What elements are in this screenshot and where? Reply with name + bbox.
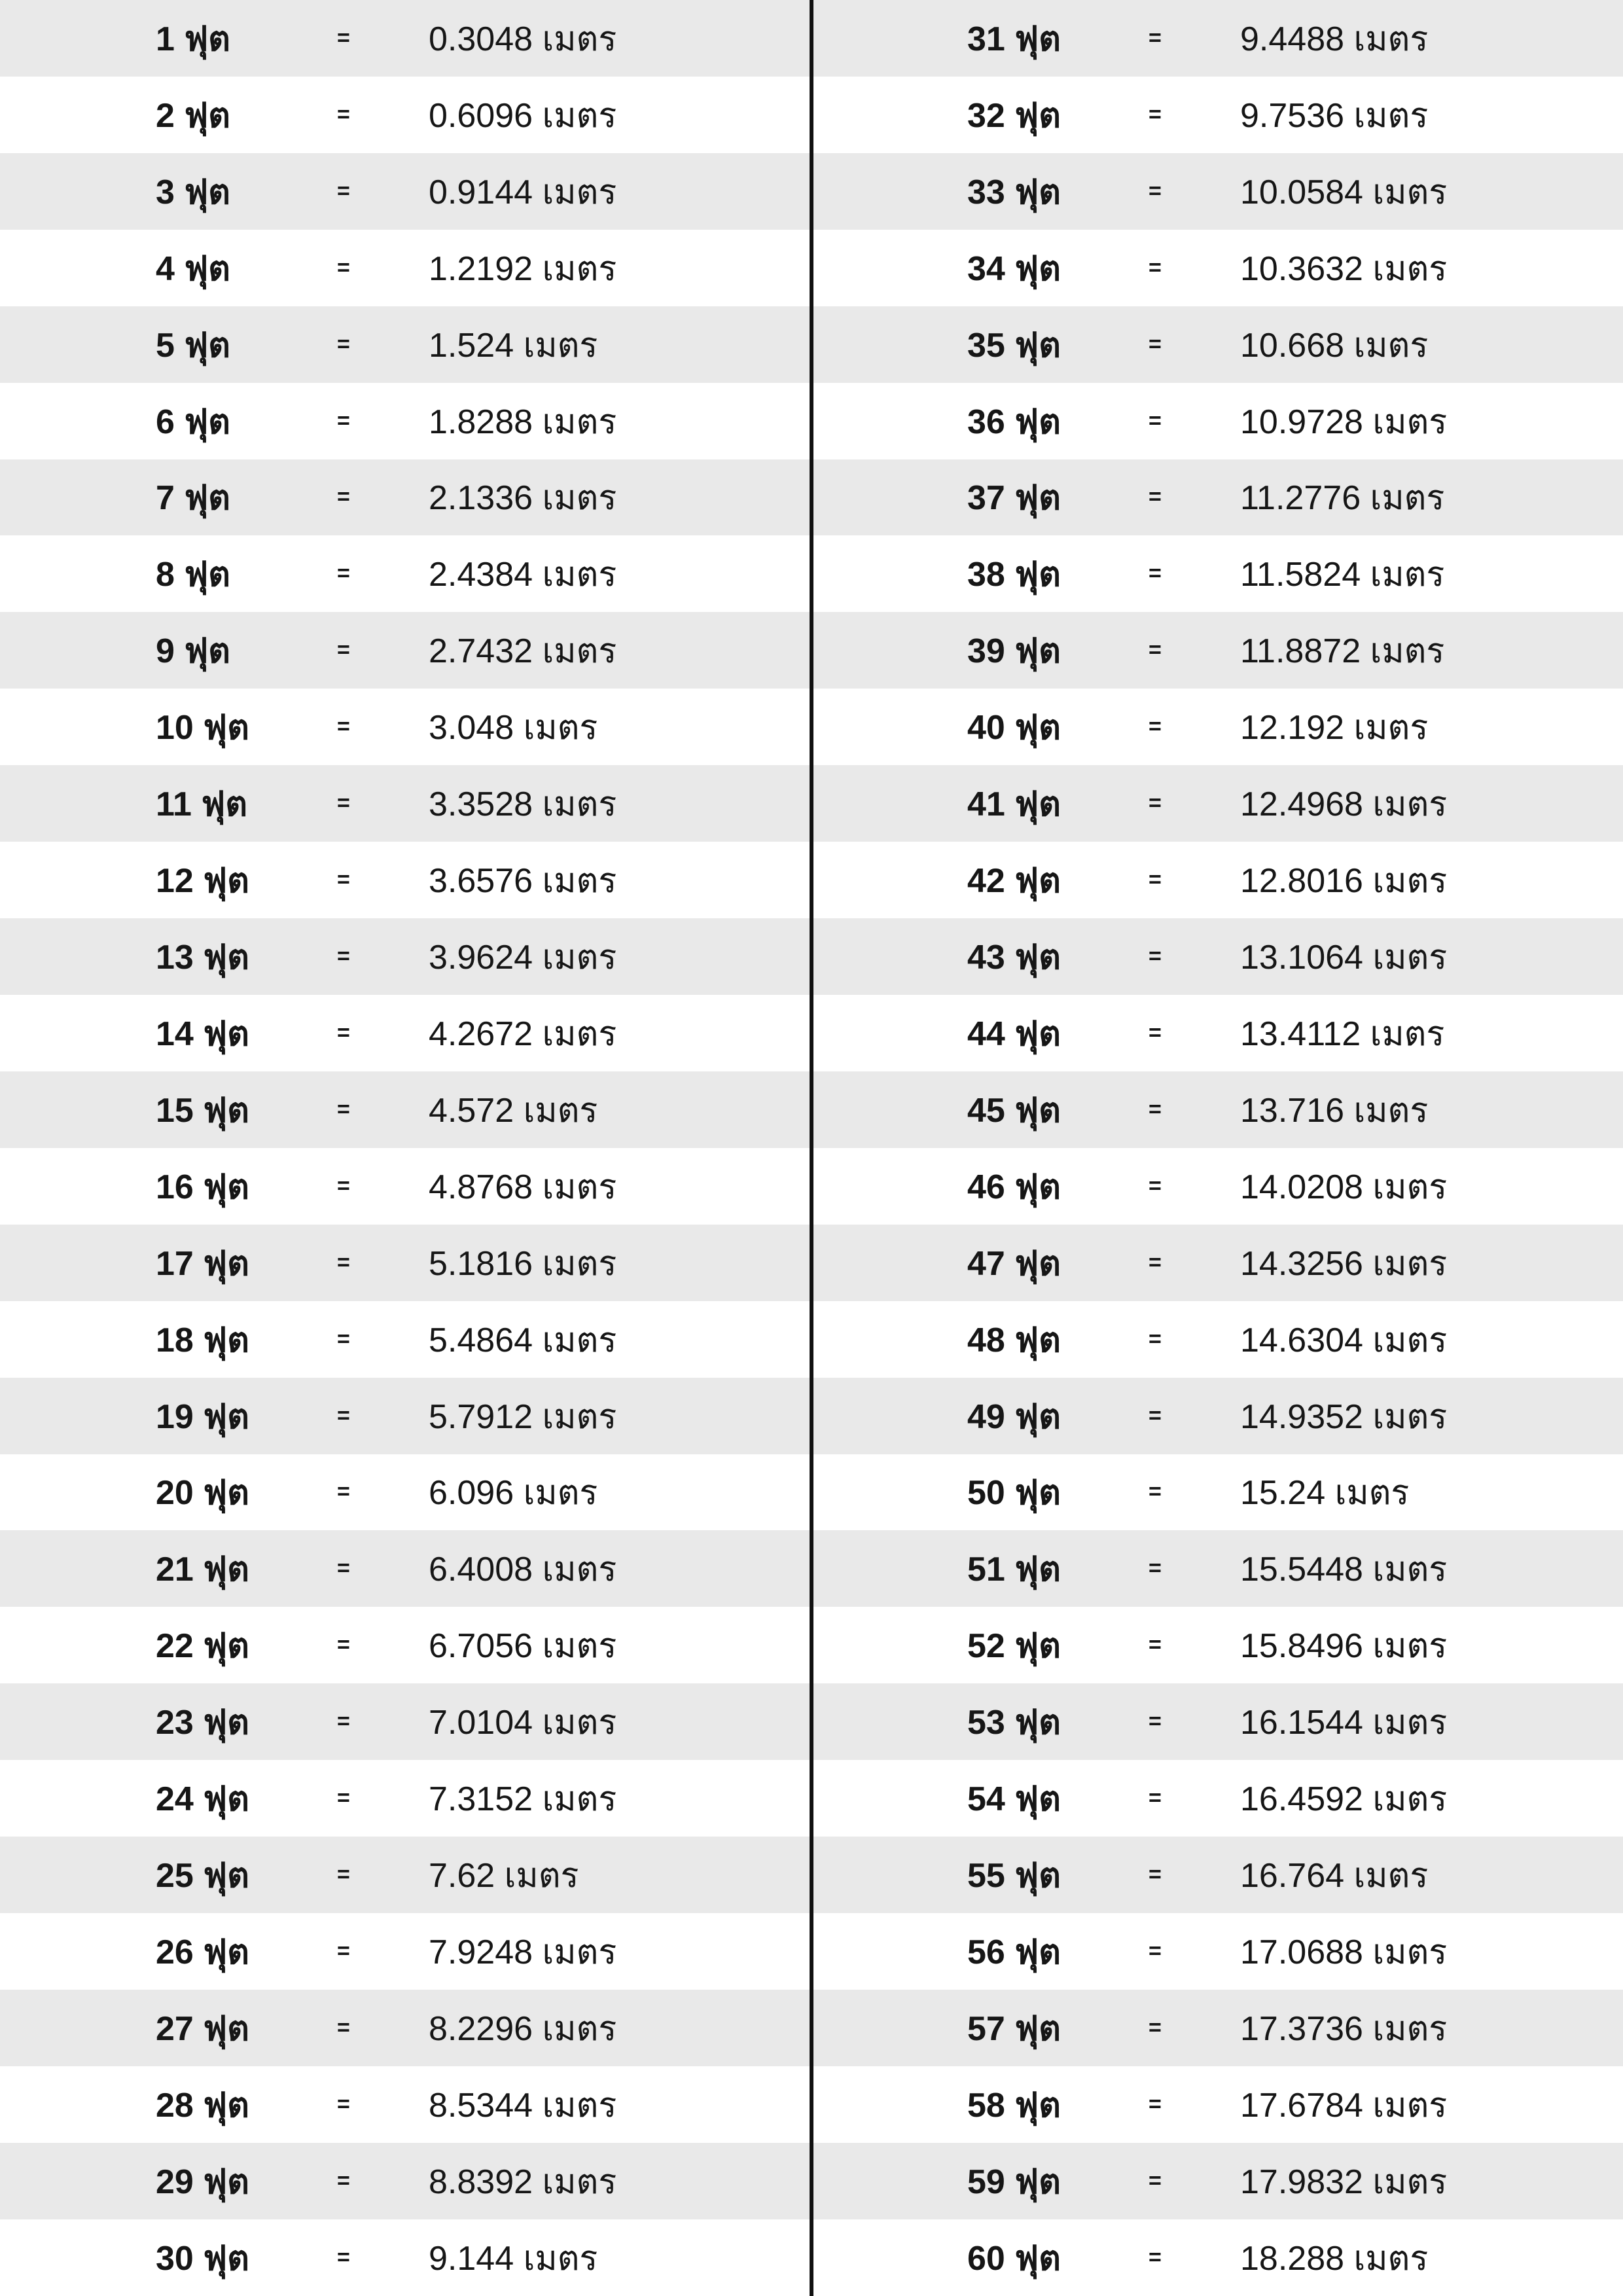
feet-label: 51 ฟุต — [967, 1551, 1061, 1589]
row-right-half — [812, 1301, 1623, 1378]
equals-sign: = — [337, 1249, 350, 1275]
row-left-half — [0, 2219, 812, 2296]
feet-label: 45 ฟุต — [967, 1091, 1061, 1130]
feet-label: 34 ฟุต — [967, 249, 1061, 288]
meters-value: 12.8016 เมตร — [1240, 862, 1448, 901]
row-right-half — [812, 77, 1623, 153]
equals-sign: = — [1149, 867, 1162, 893]
row-left-half — [0, 918, 812, 995]
equals-sign: = — [1149, 1479, 1162, 1505]
row-left-half — [0, 1607, 812, 1683]
meters-value: 7.9248 เมตร — [429, 1933, 617, 1971]
equals-sign: = — [1149, 255, 1162, 280]
equals-sign: = — [337, 1020, 350, 1045]
equals-sign: = — [1149, 944, 1162, 969]
row-right-half — [812, 1378, 1623, 1454]
row-left-half — [0, 1225, 812, 1301]
row-left-half — [0, 230, 812, 306]
meters-value: 11.5824 เมตร — [1240, 556, 1445, 594]
meters-value: 11.8872 เมตร — [1240, 632, 1445, 671]
row-right-half — [812, 2066, 1623, 2143]
equals-sign: = — [1149, 561, 1162, 586]
equals-sign: = — [337, 2015, 350, 2040]
equals-sign: = — [337, 1096, 350, 1122]
row-right-half — [812, 1148, 1623, 1225]
row-left-half — [0, 842, 812, 918]
meters-value: 15.5448 เมตร — [1240, 1551, 1448, 1589]
meters-value: 9.4488 เมตร — [1240, 20, 1429, 58]
equals-sign: = — [337, 2168, 350, 2193]
equals-sign: = — [337, 2091, 350, 2117]
equals-sign: = — [1149, 1939, 1162, 1964]
feet-label: 41 ฟุต — [967, 785, 1061, 824]
equals-sign: = — [1149, 1556, 1162, 1581]
feet-label: 54 ฟุต — [967, 1780, 1061, 1819]
feet-label: 13 ฟุต — [156, 939, 249, 977]
meters-value: 5.4864 เมตร — [429, 1321, 617, 1359]
equals-sign: = — [1149, 1862, 1162, 1888]
feet-label: 35 ฟุต — [967, 326, 1061, 365]
feet-label: 16 ฟุต — [156, 1168, 249, 1206]
equals-sign: = — [1149, 2015, 1162, 2040]
meters-value: 14.6304 เมตร — [1240, 1321, 1448, 1359]
equals-sign: = — [337, 1403, 350, 1428]
feet-label: 49 ฟุต — [967, 1397, 1061, 1436]
feet-label: 5 ฟุต — [156, 326, 230, 365]
meters-value: 3.9624 เมตร — [429, 939, 617, 977]
meters-value: 9.144 เมตร — [429, 2239, 598, 2278]
equals-sign: = — [337, 1632, 350, 1658]
row-right-half — [812, 1454, 1623, 1531]
meters-value: 16.1544 เมตร — [1240, 1704, 1448, 1742]
row-left-half — [0, 1683, 812, 1760]
meters-value: 17.3736 เมตร — [1240, 2009, 1448, 2048]
equals-sign: = — [337, 408, 350, 433]
equals-sign: = — [1149, 2244, 1162, 2270]
feet-label: 48 ฟุต — [967, 1321, 1061, 1359]
meters-value: 17.0688 เมตร — [1240, 1933, 1448, 1971]
row-right-half — [812, 2143, 1623, 2219]
meters-value: 3.6576 เมตร — [429, 862, 617, 901]
equals-sign: = — [337, 1862, 350, 1888]
meters-value: 14.3256 เมตร — [1240, 1244, 1448, 1283]
meters-value: 9.7536 เมตร — [1240, 96, 1429, 135]
row-left-half — [0, 153, 812, 230]
meters-value: 10.668 เมตร — [1240, 326, 1429, 365]
row-left-half — [0, 1378, 812, 1454]
meters-value: 7.3152 เมตร — [429, 1780, 617, 1819]
equals-sign: = — [337, 714, 350, 740]
feet-label: 4 ฟุต — [156, 249, 230, 288]
equals-sign: = — [337, 101, 350, 127]
feet-label: 30 ฟุต — [156, 2239, 249, 2278]
equals-sign: = — [1149, 1785, 1162, 1811]
meters-value: 4.2672 เมตร — [429, 1014, 617, 1053]
feet-label: 43 ฟุต — [967, 939, 1061, 977]
row-left-half — [0, 1301, 812, 1378]
meters-value: 2.1336 เมตร — [429, 479, 617, 518]
row-left-half — [0, 1530, 812, 1607]
feet-label: 20 ฟุต — [156, 1474, 249, 1513]
equals-sign: = — [337, 1556, 350, 1581]
equals-sign: = — [337, 791, 350, 816]
feet-label: 6 ฟุต — [156, 403, 230, 441]
column-divider — [810, 0, 813, 2296]
meters-value: 5.7912 เมตร — [429, 1397, 617, 1436]
meters-value: 4.572 เมตร — [429, 1091, 598, 1130]
row-left-half — [0, 1837, 812, 1913]
meters-value: 6.7056 เมตร — [429, 1627, 617, 1666]
meters-value: 6.096 เมตร — [429, 1474, 598, 1513]
equals-sign: = — [1149, 1173, 1162, 1198]
row-left-half — [0, 1454, 812, 1531]
meters-value: 0.6096 เมตร — [429, 96, 617, 135]
feet-label: 9 ฟุต — [156, 632, 230, 671]
feet-label: 29 ฟุต — [156, 2162, 249, 2201]
row-right-half — [812, 765, 1623, 842]
feet-label: 15 ฟุต — [156, 1091, 249, 1130]
feet-label: 53 ฟุต — [967, 1704, 1061, 1742]
equals-sign: = — [337, 561, 350, 586]
equals-sign: = — [1149, 1020, 1162, 1045]
meters-value: 6.4008 เมตร — [429, 1551, 617, 1589]
feet-label: 59 ฟุต — [967, 2162, 1061, 2201]
row-left-half — [0, 689, 812, 765]
feet-label: 37 ฟุต — [967, 479, 1061, 518]
equals-sign: = — [337, 331, 350, 357]
equals-sign: = — [1149, 178, 1162, 204]
row-right-half — [812, 1990, 1623, 2066]
row-right-half — [812, 1607, 1623, 1683]
row-left-half — [0, 535, 812, 612]
meters-value: 14.0208 เมตร — [1240, 1168, 1448, 1206]
row-left-half — [0, 765, 812, 842]
row-right-half — [812, 689, 1623, 765]
equals-sign: = — [337, 484, 350, 510]
feet-label: 36 ฟุต — [967, 403, 1061, 441]
meters-value: 5.1816 เมตร — [429, 1244, 617, 1283]
meters-value: 17.9832 เมตร — [1240, 2162, 1448, 2201]
meters-value: 13.716 เมตร — [1240, 1091, 1429, 1130]
equals-sign: = — [337, 1785, 350, 1811]
feet-label: 57 ฟุต — [967, 2009, 1061, 2048]
row-right-half — [812, 230, 1623, 306]
equals-sign: = — [1149, 1709, 1162, 1734]
row-left-half — [0, 77, 812, 153]
equals-sign: = — [1149, 331, 1162, 357]
meters-value: 17.6784 เมตร — [1240, 2086, 1448, 2125]
feet-label: 14 ฟุต — [156, 1014, 249, 1053]
meters-value: 10.0584 เมตร — [1240, 173, 1448, 211]
feet-label: 32 ฟุต — [967, 96, 1061, 135]
equals-sign: = — [1149, 1326, 1162, 1352]
row-right-half — [812, 612, 1623, 689]
equals-sign: = — [1149, 1632, 1162, 1658]
equals-sign: = — [1149, 791, 1162, 816]
meters-value: 16.4592 เมตร — [1240, 1780, 1448, 1819]
equals-sign: = — [1149, 2091, 1162, 2117]
row-left-half — [0, 2066, 812, 2143]
row-left-half — [0, 306, 812, 383]
meters-value: 14.9352 เมตร — [1240, 1397, 1448, 1436]
row-right-half — [812, 1225, 1623, 1301]
equals-sign: = — [337, 2244, 350, 2270]
row-right-half — [812, 459, 1623, 536]
meters-value: 15.24 เมตร — [1240, 1474, 1410, 1513]
row-right-half — [812, 153, 1623, 230]
feet-label: 33 ฟุต — [967, 173, 1061, 211]
feet-label: 38 ฟุต — [967, 556, 1061, 594]
equals-sign: = — [337, 1326, 350, 1352]
row-left-half — [0, 1071, 812, 1148]
feet-label: 52 ฟุต — [967, 1627, 1061, 1666]
feet-label: 8 ฟุต — [156, 556, 230, 594]
meters-value: 13.1064 เมตร — [1240, 939, 1448, 977]
equals-sign: = — [1149, 714, 1162, 740]
feet-label: 56 ฟุต — [967, 1933, 1061, 1971]
meters-value: 4.8768 เมตร — [429, 1168, 617, 1206]
feet-label: 39 ฟุต — [967, 632, 1061, 671]
row-left-half — [0, 1990, 812, 2066]
equals-sign: = — [1149, 101, 1162, 127]
feet-label: 17 ฟุต — [156, 1244, 249, 1283]
feet-label: 19 ฟุต — [156, 1397, 249, 1436]
feet-label: 1 ฟุต — [156, 20, 230, 58]
equals-sign: = — [337, 255, 350, 280]
equals-sign: = — [337, 637, 350, 663]
row-left-half — [0, 0, 812, 77]
feet-label: 31 ฟุต — [967, 20, 1061, 58]
meters-value: 10.3632 เมตร — [1240, 249, 1448, 288]
meters-value: 2.4384 เมตร — [429, 556, 617, 594]
feet-label: 23 ฟุต — [156, 1704, 249, 1742]
row-left-half — [0, 459, 812, 536]
equals-sign: = — [1149, 1403, 1162, 1428]
feet-label: 55 ฟุต — [967, 1857, 1061, 1895]
meters-value: 2.7432 เมตร — [429, 632, 617, 671]
feet-label: 60 ฟุต — [967, 2239, 1061, 2278]
equals-sign: = — [1149, 484, 1162, 510]
equals-sign: = — [337, 178, 350, 204]
feet-label: 40 ฟุต — [967, 709, 1061, 747]
equals-sign: = — [337, 867, 350, 893]
equals-sign: = — [1149, 1249, 1162, 1275]
feet-label: 25 ฟุต — [156, 1857, 249, 1895]
row-left-half — [0, 383, 812, 459]
meters-value: 7.0104 เมตร — [429, 1704, 617, 1742]
row-left-half — [0, 1148, 812, 1225]
meters-value: 3.3528 เมตร — [429, 785, 617, 824]
meters-value: 12.4968 เมตร — [1240, 785, 1448, 824]
row-right-half — [812, 306, 1623, 383]
feet-label: 47 ฟุต — [967, 1244, 1061, 1283]
row-right-half — [812, 918, 1623, 995]
equals-sign: = — [1149, 408, 1162, 433]
feet-label: 22 ฟุต — [156, 1627, 249, 1666]
row-right-half — [812, 535, 1623, 612]
row-left-half — [0, 1760, 812, 1837]
equals-sign: = — [1149, 2168, 1162, 2193]
meters-value: 8.8392 เมตร — [429, 2162, 617, 2201]
meters-value: 8.2296 เมตร — [429, 2009, 617, 2048]
meters-value: 0.9144 เมตร — [429, 173, 617, 211]
meters-value: 16.764 เมตร — [1240, 1857, 1429, 1895]
meters-value: 1.8288 เมตร — [429, 403, 617, 441]
feet-label: 58 ฟุต — [967, 2086, 1061, 2125]
feet-label: 42 ฟุต — [967, 862, 1061, 901]
feet-label: 11 ฟุต — [156, 785, 248, 824]
meters-value: 8.5344 เมตร — [429, 2086, 617, 2125]
row-left-half — [0, 1913, 812, 1990]
meters-value: 18.288 เมตร — [1240, 2239, 1429, 2278]
meters-value: 7.62 เมตร — [429, 1857, 579, 1895]
row-right-half — [812, 1530, 1623, 1607]
meters-value: 1.2192 เมตร — [429, 249, 617, 288]
feet-label: 12 ฟุต — [156, 862, 249, 901]
meters-value: 13.4112 เมตร — [1240, 1014, 1445, 1053]
feet-label: 10 ฟุต — [156, 709, 249, 747]
meters-value: 12.192 เมตร — [1240, 709, 1429, 747]
row-right-half — [812, 842, 1623, 918]
row-right-half — [812, 0, 1623, 77]
feet-label: 27 ฟุต — [156, 2009, 249, 2048]
row-left-half — [0, 995, 812, 1071]
feet-label: 18 ฟุต — [156, 1321, 249, 1359]
meters-value: 3.048 เมตร — [429, 709, 598, 747]
equals-sign: = — [1149, 25, 1162, 50]
feet-label: 50 ฟุต — [967, 1474, 1061, 1513]
row-left-half — [0, 612, 812, 689]
row-right-half — [812, 383, 1623, 459]
meters-value: 11.2776 เมตร — [1240, 479, 1445, 518]
row-right-half — [812, 1071, 1623, 1148]
row-right-half — [812, 1683, 1623, 1760]
feet-label: 46 ฟุต — [967, 1168, 1061, 1206]
meters-value: 1.524 เมตร — [429, 326, 598, 365]
feet-label: 3 ฟุต — [156, 173, 230, 211]
feet-label: 28 ฟุต — [156, 2086, 249, 2125]
meters-value: 0.3048 เมตร — [429, 20, 617, 58]
meters-value: 10.9728 เมตร — [1240, 403, 1448, 441]
feet-label: 21 ฟุต — [156, 1551, 249, 1589]
equals-sign: = — [337, 25, 350, 50]
feet-label: 44 ฟุต — [967, 1014, 1061, 1053]
feet-label: 7 ฟุต — [156, 479, 230, 518]
row-right-half — [812, 2219, 1623, 2296]
feet-label: 26 ฟุต — [156, 1933, 249, 1971]
row-right-half — [812, 1837, 1623, 1913]
feet-label: 2 ฟุต — [156, 96, 230, 135]
equals-sign: = — [337, 1709, 350, 1734]
row-left-half — [0, 2143, 812, 2219]
equals-sign: = — [1149, 1096, 1162, 1122]
row-right-half — [812, 1760, 1623, 1837]
feet-label: 24 ฟุต — [156, 1780, 249, 1819]
equals-sign: = — [337, 1939, 350, 1964]
meters-value: 15.8496 เมตร — [1240, 1627, 1448, 1666]
equals-sign: = — [337, 1479, 350, 1505]
equals-sign: = — [337, 944, 350, 969]
equals-sign: = — [337, 1173, 350, 1198]
row-right-half — [812, 995, 1623, 1071]
row-right-half — [812, 1913, 1623, 1990]
equals-sign: = — [1149, 637, 1162, 663]
